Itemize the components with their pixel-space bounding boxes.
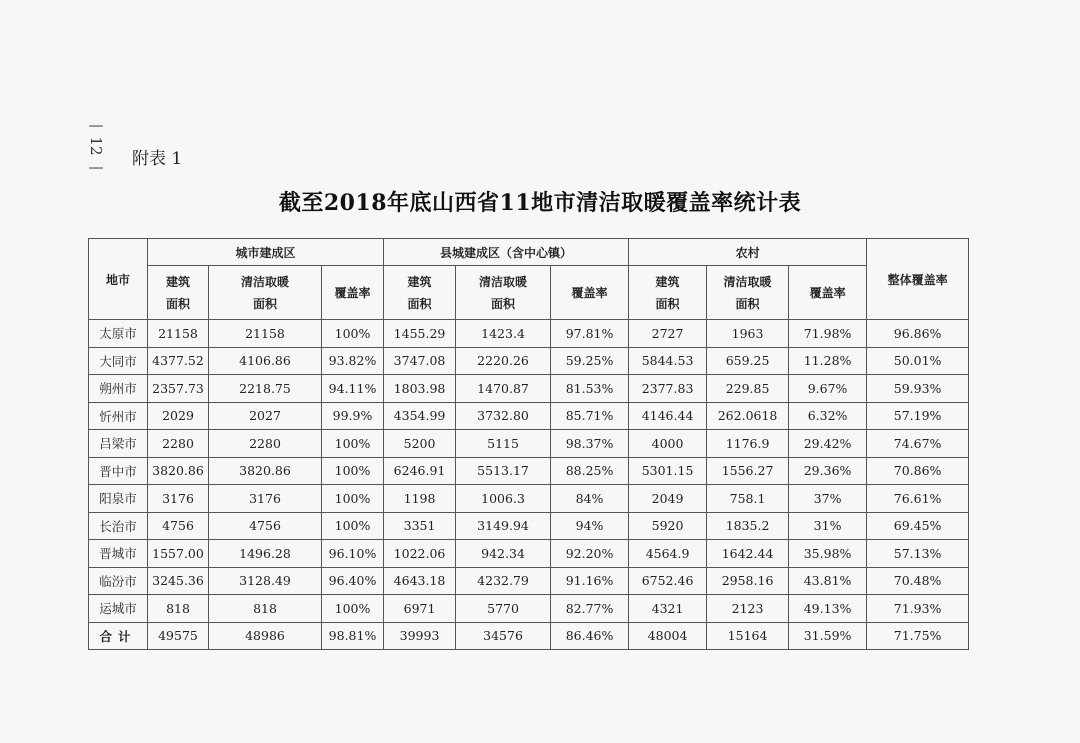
cell-value: 1556.27	[707, 457, 789, 485]
header-overall-coverage: 整体覆盖率	[867, 239, 969, 320]
header-group-urban: 城市建成区	[148, 239, 384, 266]
appendix-label: 附表 1	[132, 149, 183, 169]
cell-value: 71.75%	[867, 622, 969, 650]
header-urban-coverage: 覆盖率	[322, 266, 384, 320]
cell-value: 2123	[707, 595, 789, 623]
cell-value: 21158	[148, 320, 209, 348]
header-rural-building-area: 建筑 面积	[629, 266, 707, 320]
cell-value: 4377.52	[148, 347, 209, 375]
cell-value: 4146.44	[629, 402, 707, 430]
cell-value: 6.32%	[789, 402, 867, 430]
cell-value: 3128.49	[209, 567, 322, 595]
cell-value: 3820.86	[148, 457, 209, 485]
header-urban-clean-area: 清洁取暖 面积	[209, 266, 322, 320]
cell-value: 818	[209, 595, 322, 623]
cell-value: 262.0618	[707, 402, 789, 430]
table-row	[89, 485, 969, 513]
cell-value: 1006.3	[456, 485, 551, 513]
cell-value: 70.86%	[867, 457, 969, 485]
cell-value: 5920	[629, 512, 707, 540]
table-row	[89, 375, 969, 403]
cell-value: 4643.18	[384, 567, 456, 595]
header-county-building-area: 建筑 面积	[384, 266, 456, 320]
cell-value: 100%	[322, 430, 384, 458]
cell-value: 1455.29	[384, 320, 456, 348]
cell-city: 阳泉市	[89, 485, 148, 513]
header-rural-coverage: 覆盖率	[789, 266, 867, 320]
cell-value: 4354.99	[384, 402, 456, 430]
cell-value: 71.98%	[789, 320, 867, 348]
cell-value: 84%	[551, 485, 629, 513]
cell-value: 2029	[148, 402, 209, 430]
cell-value: 74.67%	[867, 430, 969, 458]
cell-value: 2027	[209, 402, 322, 430]
cell-value: 94.11%	[322, 375, 384, 403]
header-group-county: 县城建成区（含中心镇）	[384, 239, 629, 266]
cell-value: 71.93%	[867, 595, 969, 623]
cell-value: 3351	[384, 512, 456, 540]
cell-value: 50.01%	[867, 347, 969, 375]
cell-value: 93.82%	[322, 347, 384, 375]
cell-value: 5200	[384, 430, 456, 458]
table-row	[89, 457, 969, 485]
table-row	[89, 347, 969, 375]
cell-value: 1642.44	[707, 540, 789, 568]
cell-value: 5115	[456, 430, 551, 458]
table-row	[89, 430, 969, 458]
cell-value: 2280	[209, 430, 322, 458]
cell-value: 3820.86	[209, 457, 322, 485]
cell-value: 2357.73	[148, 375, 209, 403]
cell-value: 97.81%	[551, 320, 629, 348]
header-group-rural: 农村	[629, 239, 867, 266]
cell-value: 1176.9	[707, 430, 789, 458]
cell-value: 1496.28	[209, 540, 322, 568]
cell-value: 3747.08	[384, 347, 456, 375]
cell-value: 11.28%	[789, 347, 867, 375]
cell-value: 4000	[629, 430, 707, 458]
cell-value: 3176	[148, 485, 209, 513]
cell-value: 4564.9	[629, 540, 707, 568]
cell-value: 942.34	[456, 540, 551, 568]
cell-value: 57.13%	[867, 540, 969, 568]
cell-value: 1557.00	[148, 540, 209, 568]
cell-value: 21158	[209, 320, 322, 348]
page-number-dash-bottom: —	[88, 158, 104, 176]
cell-value: 4321	[629, 595, 707, 623]
cell-value: 76.61%	[867, 485, 969, 513]
cell-value: 659.25	[707, 347, 789, 375]
table-row	[89, 320, 969, 348]
cell-value: 34576	[456, 622, 551, 650]
cell-value: 4232.79	[456, 567, 551, 595]
page-number	[86, 118, 106, 174]
cell-value: 59.93%	[867, 375, 969, 403]
cell-value: 4106.86	[209, 347, 322, 375]
cell-value: 35.98%	[789, 540, 867, 568]
cell-value: 3245.36	[148, 567, 209, 595]
cell-value: 9.67%	[789, 375, 867, 403]
header-county-coverage: 覆盖率	[551, 266, 629, 320]
coverage-table	[88, 238, 969, 650]
cell-city: 临汾市	[89, 567, 148, 595]
cell-value: 4756	[148, 512, 209, 540]
cell-value: 96.40%	[322, 567, 384, 595]
cell-value: 29.42%	[789, 430, 867, 458]
header-rural-clean-area: 清洁取暖 面积	[707, 266, 789, 320]
cell-value: 70.48%	[867, 567, 969, 595]
cell-value: 59.25%	[551, 347, 629, 375]
header-county-clean-area: 清洁取暖 面积	[456, 266, 551, 320]
cell-value: 2049	[629, 485, 707, 513]
header-city: 地市	[89, 239, 148, 320]
cell-value: 100%	[322, 512, 384, 540]
cell-value: 94%	[551, 512, 629, 540]
cell-value: 29.36%	[789, 457, 867, 485]
cell-value: 2377.83	[629, 375, 707, 403]
cell-value: 85.71%	[551, 402, 629, 430]
cell-value: 43.81%	[789, 567, 867, 595]
cell-value: 229.85	[707, 375, 789, 403]
cell-value: 15164	[707, 622, 789, 650]
cell-value: 1963	[707, 320, 789, 348]
cell-city: 长治市	[89, 512, 148, 540]
cell-value: 57.19%	[867, 402, 969, 430]
cell-city: 忻州市	[89, 402, 148, 430]
cell-value: 48986	[209, 622, 322, 650]
cell-value: 82.77%	[551, 595, 629, 623]
cell-value: 96.86%	[867, 320, 969, 348]
cell-value: 1803.98	[384, 375, 456, 403]
page-number-dash-top: —	[88, 116, 104, 134]
cell-city: 运城市	[89, 595, 148, 623]
cell-value: 1470.87	[456, 375, 551, 403]
table-row-total	[89, 622, 969, 650]
cell-value: 100%	[322, 595, 384, 623]
cell-value: 100%	[322, 457, 384, 485]
cell-value: 37%	[789, 485, 867, 513]
cell-value: 818	[148, 595, 209, 623]
cell-value: 49575	[148, 622, 209, 650]
cell-value: 49.13%	[789, 595, 867, 623]
cell-value: 98.37%	[551, 430, 629, 458]
cell-value: 100%	[322, 485, 384, 513]
cell-value: 98.81%	[322, 622, 384, 650]
cell-value: 5513.17	[456, 457, 551, 485]
cell-city: 吕梁市	[89, 430, 148, 458]
cell-value: 2220.26	[456, 347, 551, 375]
cell-city: 大同市	[89, 347, 148, 375]
header-urban-building-area: 建筑 面积	[148, 266, 209, 320]
cell-value: 2218.75	[209, 375, 322, 403]
cell-value: 3176	[209, 485, 322, 513]
cell-value: 758.1	[707, 485, 789, 513]
page-number-value: 12	[87, 136, 105, 156]
cell-value: 92.20%	[551, 540, 629, 568]
cell-value: 86.46%	[551, 622, 629, 650]
cell-value: 2958.16	[707, 567, 789, 595]
table-body	[89, 320, 969, 650]
table-row	[89, 512, 969, 540]
cell-value: 48004	[629, 622, 707, 650]
page-title: 截至2018年底山西省11地市清洁取暖覆盖率统计表	[278, 190, 802, 216]
cell-value: 2727	[629, 320, 707, 348]
cell-value: 5844.53	[629, 347, 707, 375]
cell-value: 1022.06	[384, 540, 456, 568]
cell-value: 99.9%	[322, 402, 384, 430]
cell-city: 晋中市	[89, 457, 148, 485]
cell-value: 3732.80	[456, 402, 551, 430]
cell-city: 朔州市	[89, 375, 148, 403]
cell-value: 5770	[456, 595, 551, 623]
cell-total-label: 合计	[89, 622, 148, 650]
table-row	[89, 595, 969, 623]
table-row	[89, 540, 969, 568]
cell-city: 太原市	[89, 320, 148, 348]
cell-value: 31.59%	[789, 622, 867, 650]
cell-value: 1198	[384, 485, 456, 513]
cell-value: 3149.94	[456, 512, 551, 540]
cell-value: 31%	[789, 512, 867, 540]
table-row	[89, 567, 969, 595]
cell-value: 100%	[322, 320, 384, 348]
cell-value: 6752.46	[629, 567, 707, 595]
cell-value: 6246.91	[384, 457, 456, 485]
cell-value: 5301.15	[629, 457, 707, 485]
cell-value: 81.53%	[551, 375, 629, 403]
table-row	[89, 402, 969, 430]
cell-value: 4756	[209, 512, 322, 540]
cell-value: 1835.2	[707, 512, 789, 540]
cell-value: 1423.4	[456, 320, 551, 348]
cell-value: 96.10%	[322, 540, 384, 568]
cell-value: 88.25%	[551, 457, 629, 485]
cell-city: 晋城市	[89, 540, 148, 568]
cell-value: 39993	[384, 622, 456, 650]
cell-value: 91.16%	[551, 567, 629, 595]
cell-value: 69.45%	[867, 512, 969, 540]
cell-value: 6971	[384, 595, 456, 623]
cell-value: 2280	[148, 430, 209, 458]
